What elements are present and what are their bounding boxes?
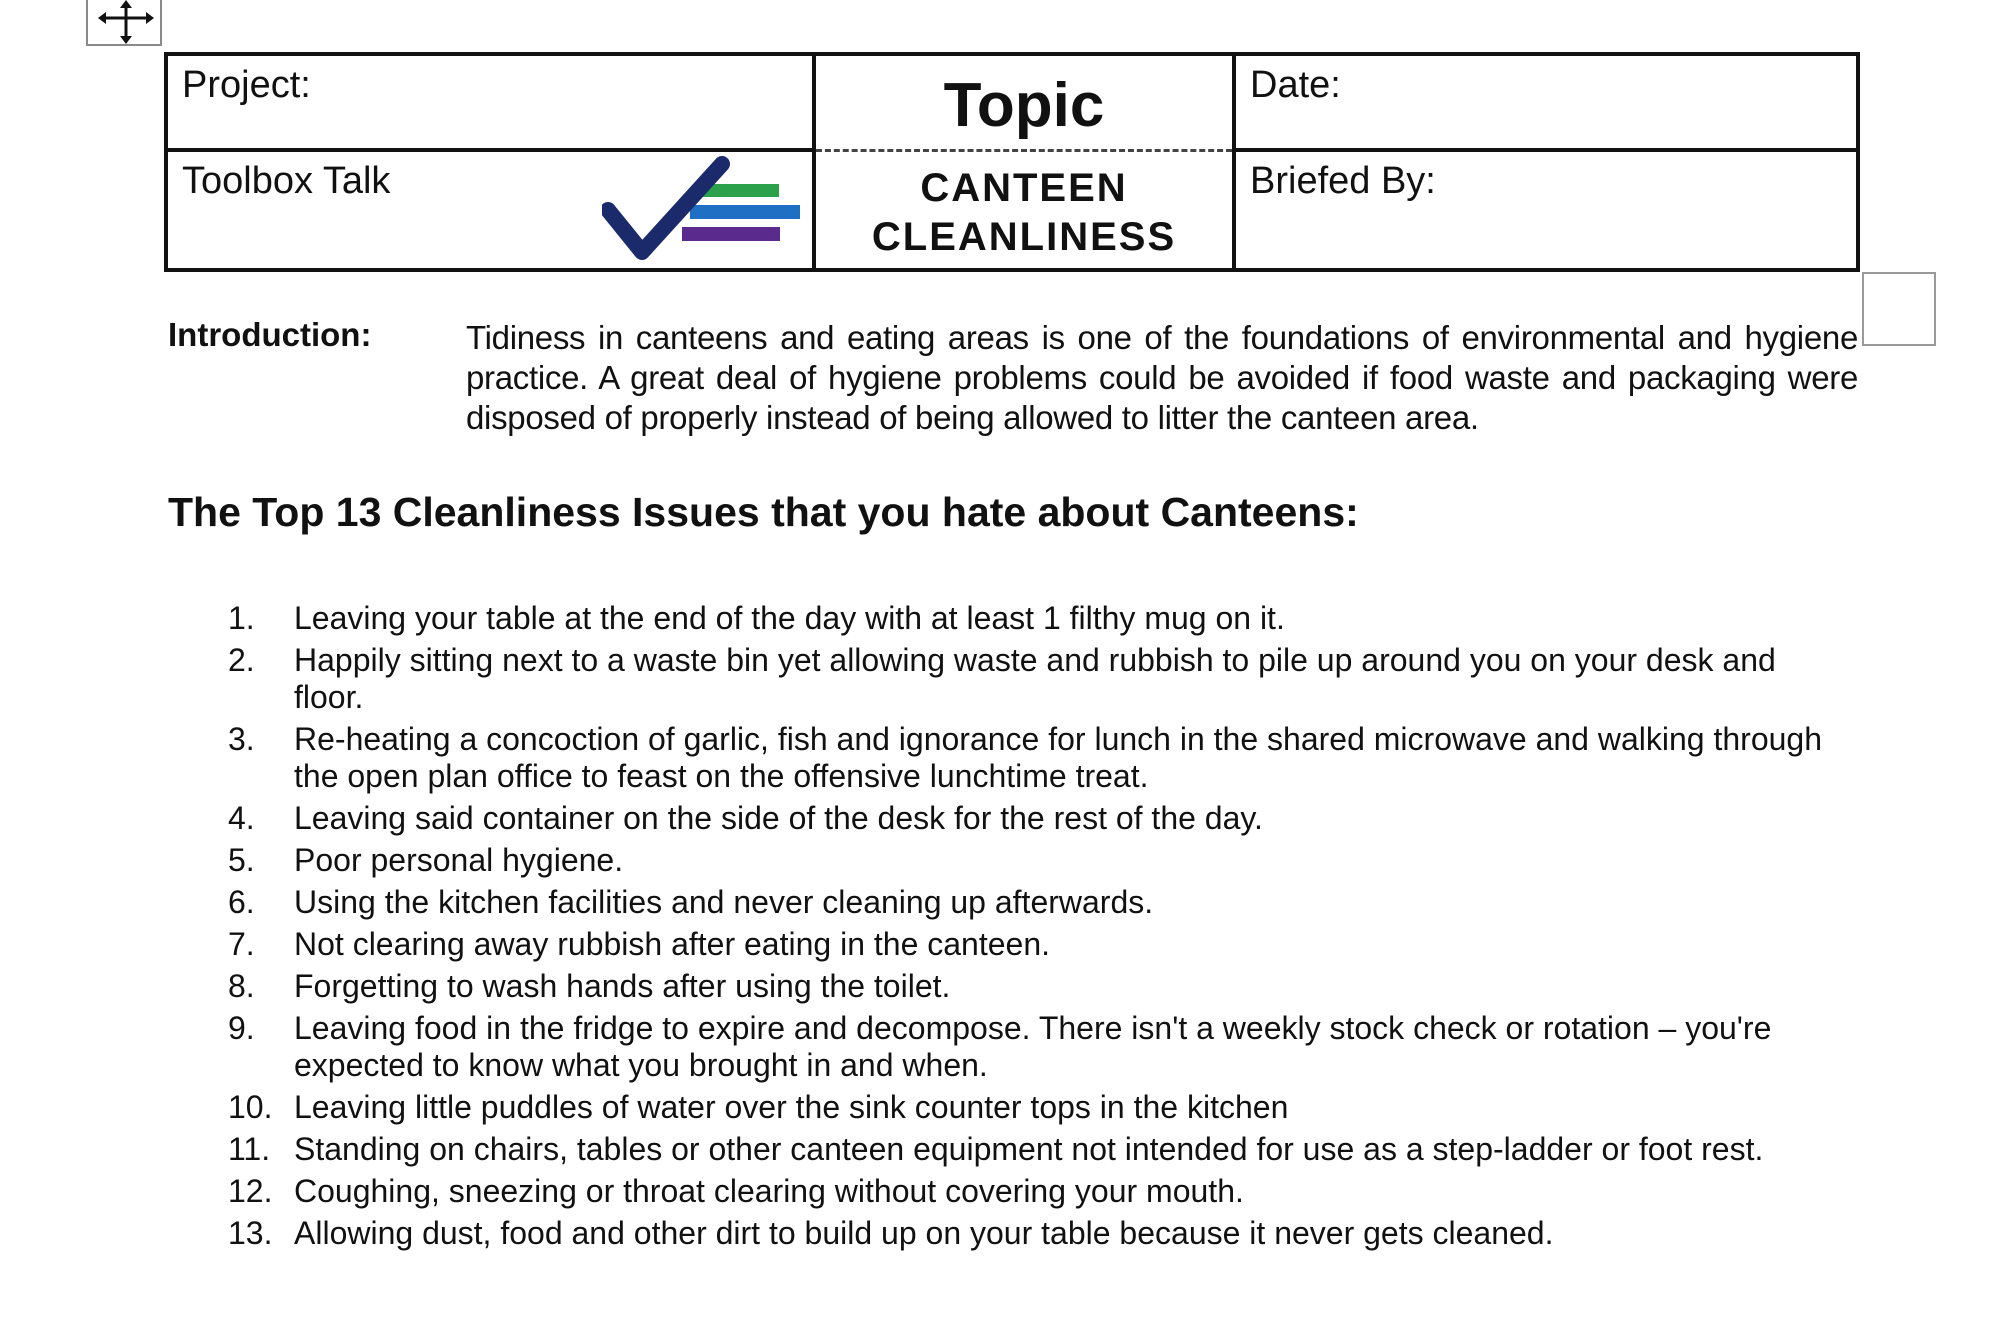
topic-title: Topic xyxy=(943,71,1105,141)
issues-list xyxy=(228,600,1848,1257)
intro-label: Introduction: xyxy=(168,316,372,353)
project-label: Project: xyxy=(182,64,311,106)
list-item xyxy=(228,800,1848,837)
toolbox-talk-label: Toolbox Talk xyxy=(182,160,391,202)
list-item-text: Using the kitchen facilities and never cleaning up afterwards. xyxy=(294,884,1154,920)
list-item-number: 4. xyxy=(228,800,255,836)
list-item-text: Not clearing away rubbish after eating in the canteen. xyxy=(294,926,1051,962)
list-item xyxy=(228,1089,1848,1126)
list-item-text: Leaving said container on the side of the desk for the rest of the day. xyxy=(294,800,1263,836)
list-item-text: Leaving food in the fridge to expire and decompose. There isn't a weekly stock check or rotation – you're expected to know what you brought in and when. xyxy=(294,1010,1772,1083)
list-item-number: 5. xyxy=(228,842,255,878)
list-item xyxy=(228,884,1848,921)
briefed-by-cell[interactable] xyxy=(1234,150,1858,270)
list-item-number: 1. xyxy=(228,600,255,636)
list-item xyxy=(228,842,1848,879)
list-item xyxy=(228,1215,1848,1252)
list-item-text: Leaving your table at the end of the day with at least 1 filthy mug on it. xyxy=(294,600,1285,636)
header-table xyxy=(164,52,1860,272)
list-item-text: Poor personal hygiene. xyxy=(294,842,624,878)
move-icon xyxy=(96,0,156,44)
list-item-number: 8. xyxy=(228,968,255,1004)
table-move-handle[interactable] xyxy=(86,0,162,46)
topic-subtitle-cell xyxy=(814,150,1234,270)
list-item-number: 2. xyxy=(228,642,255,678)
list-item-number: 11. xyxy=(228,1131,271,1167)
checkmark-bars-logo-icon xyxy=(602,156,802,262)
list-item xyxy=(228,642,1848,716)
list-item xyxy=(228,968,1848,1005)
date-cell[interactable] xyxy=(1234,54,1858,150)
date-label: Date: xyxy=(1250,64,1341,106)
list-item-number: 3. xyxy=(228,721,255,757)
list-item-text: Re-heating a concoction of garlic, fish and ignorance for lunch in the shared microwave and walking through the open plan office to feast on the offensive lunchtime treat. xyxy=(294,721,1822,794)
list-item-number: 13. xyxy=(228,1215,273,1251)
topic-cell xyxy=(814,54,1234,150)
toolbox-cell xyxy=(166,150,814,270)
table-resize-handle[interactable] xyxy=(1862,272,1936,346)
list-item-text: Coughing, sneezing or throat clearing without covering your mouth. xyxy=(294,1173,1244,1209)
list-item xyxy=(228,721,1848,795)
list-item-text: Happily sitting next to a waste bin yet allowing waste and rubbish to pile up around you on your desk and floor. xyxy=(294,642,1776,715)
list-item-text: Forgetting to wash hands after using the toilet. xyxy=(294,968,951,1004)
briefed-by-label: Briefed By: xyxy=(1250,160,1436,202)
list-item-number: 12. xyxy=(228,1173,273,1209)
list-item-number: 7. xyxy=(228,926,255,962)
list-item xyxy=(228,1010,1848,1084)
issues-heading: The Top 13 Cleanliness Issues that you hate about Canteens: xyxy=(168,489,1359,535)
list-item xyxy=(228,926,1848,963)
list-item-number: 9. xyxy=(228,1010,255,1046)
list-item xyxy=(228,1131,1848,1168)
list-item xyxy=(228,1173,1848,1210)
list-item xyxy=(228,600,1848,637)
topic-subtitle: CANTEEN CLEANLINESS xyxy=(871,165,1177,259)
list-item-text: Standing on chairs, tables or other canteen equipment not intended for use as a step-ladder or foot rest. xyxy=(294,1131,1764,1167)
list-item-text: Allowing dust, food and other dirt to build up on your table because it never gets cleaned. xyxy=(294,1215,1554,1251)
intro-text: Tidiness in canteens and eating areas is one of the foundations of environmental and hygiene practice. A great deal of hygiene problems could be avoided if food waste and packaging were disposed of properly instead of being allowed to litter the canteen area. xyxy=(466,319,1858,436)
list-item-number: 6. xyxy=(228,884,255,920)
project-cell[interactable] xyxy=(166,54,814,150)
list-item-text: Leaving little puddles of water over the sink counter tops in the kitchen xyxy=(294,1089,1289,1125)
list-item-number: 10. xyxy=(228,1089,273,1125)
